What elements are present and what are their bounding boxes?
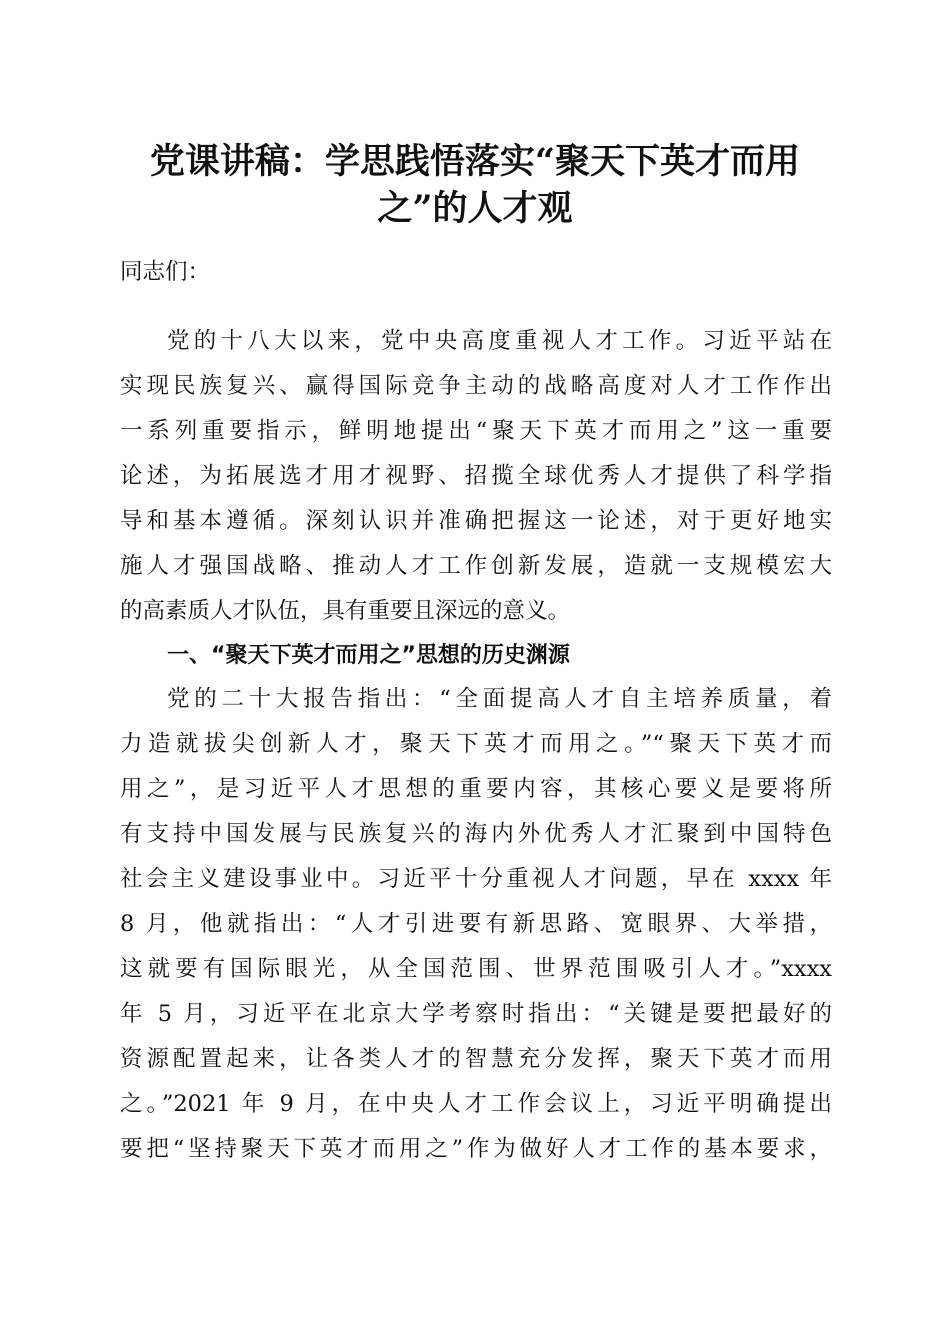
paragraph-2-line: 有支持中国发展与民族复兴的海内外优秀人才汇聚到中国特色 xyxy=(120,821,832,847)
paragraph-2-line: 力造就拔尖创新人才，聚天下英才而用之。”“聚天下英才而 xyxy=(120,731,832,757)
paragraph-1-line: 的高素质人才队伍，具有重要且深远的意义。 xyxy=(120,598,571,624)
paragraph-2-line: 年 5 月，习近平在北京大学考察时指出：“关键是要把最好的 xyxy=(120,1001,832,1027)
paragraph-1-line: 党的十八大以来，党中央高度重视人才工作。习近平站在 xyxy=(167,328,832,354)
paragraph-2-line: 要把“坚持聚天下英才而用之”作为做好人才工作的基本要求， xyxy=(120,1136,832,1162)
document-title-line-2: 之”的人才观 xyxy=(377,188,573,229)
paragraph-2-line: 资源配置起来，让各类人才的智慧充分发挥，聚天下英才而用 xyxy=(120,1046,832,1072)
paragraph-1-line: 论述，为拓展选才用才视野、招揽全球优秀人才提供了科学指 xyxy=(120,463,832,489)
paragraph-1-line: 实现民族复兴、赢得国际竞争主动的战略高度对人才工作作出 xyxy=(120,373,832,399)
paragraph-2-line: 用之”，是习近平人才思想的重要内容，其核心要义是要将所 xyxy=(120,776,832,802)
paragraph-1-line: 施人才强国战略、推动人才工作创新发展，造就一支规模宏大 xyxy=(120,553,832,579)
paragraph-2-line: 这就要有国际眼光，从全国范围、世界范围吸引人才。”xxxx xyxy=(120,956,832,982)
paragraph-1-line: 导和基本遵循。深刻认识并准确把握这一论述，对于更好地实 xyxy=(120,508,832,534)
paragraph-2-line: 社会主义建设事业中。习近平十分重视人才问题，早在 xxxx 年 xyxy=(120,866,832,892)
section-1-heading: 一、“聚天下英才而用之”思想的历史渊源 xyxy=(167,643,570,668)
salutation: 同志们： xyxy=(120,259,211,285)
paragraph-1-line: 一系列重要指示，鲜明地提出“聚天下英才而用之”这一重要 xyxy=(120,418,832,444)
paragraph-2-line: 之。”2021 年 9 月，在中央人才工作会议上，习近平明确提出 xyxy=(120,1091,832,1117)
paragraph-2-line: 8 月，他就指出：“人才引进要有新思路、宽眼界、大举措， xyxy=(120,911,832,937)
paragraph-2-line: 党的二十大报告指出：“全面提高人才自主培养质量，着 xyxy=(167,686,832,712)
document-title-line-1: 党课讲稿：学思践悟落实“聚天下英才而用 xyxy=(149,141,801,182)
